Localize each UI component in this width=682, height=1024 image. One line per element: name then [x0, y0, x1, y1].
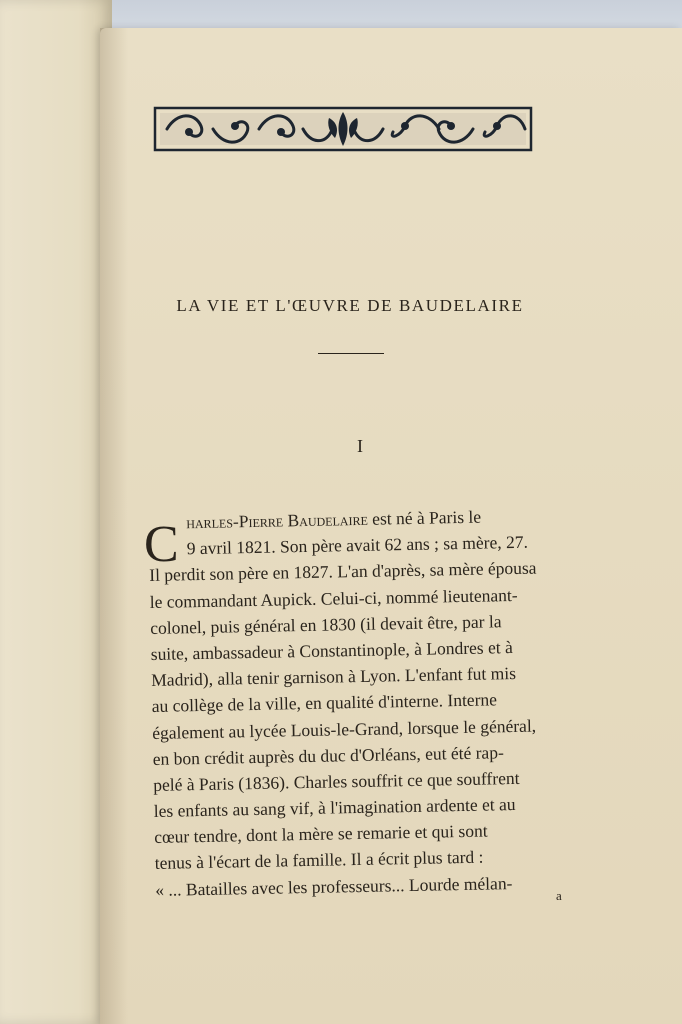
gutter-shadow: [100, 28, 128, 1024]
ornamental-headpiece: [153, 104, 533, 154]
section-number: I: [357, 436, 363, 456]
left-page: [0, 0, 112, 1024]
first-line-smallcaps: harles-Pierre Baudelaire: [186, 508, 369, 533]
text-line: suite, ambassadeur à Constantinople, à Londres et à: [150, 636, 513, 664]
text-line: Il perdit son père en 1827. L'an d'après, sa mère épousa: [149, 557, 537, 586]
text-line: au collège de la ville, en qualité d'interne. Interne: [151, 689, 498, 717]
text-line: les enfants au sang vif, à l'imagination ardente et au: [153, 794, 516, 822]
text-line: en bon crédit auprès du duc d'Orléans, eut été rap-: [152, 741, 504, 769]
text-line: tenus à l'écart de la famille. Il a écrit plus tard :: [154, 847, 484, 874]
text-line: cœur tendre, dont la mère se remarie et qui sont: [154, 820, 488, 848]
chapter-title: LA VIE ET L'ŒUVRE DE BAUDELAIRE: [176, 296, 524, 315]
text-line: le commandant Aupick. Celui-ci, nommé lieutenant-: [149, 584, 518, 612]
text-line: pelé à Paris (1836). Charles souffrit ce que souffrent: [153, 767, 520, 795]
drop-cap: C: [144, 516, 179, 573]
text-line: Madrid), alla tenir garnison à Lyon. L'enfant fut mis: [151, 663, 517, 691]
text-line: colonel, puis général en 1830 (il devait être, par la: [150, 610, 502, 638]
text-line: « ... Batailles avec les professeurs... Lourde mélan-: [155, 872, 513, 900]
text-line: 9 avril 1821. Son père avait 62 ans ; sa mère, 27.: [186, 531, 529, 559]
first-line-rest: est né à Paris le: [367, 506, 482, 529]
text-line: également au lycée Louis-le-Grand, lorsque le général,: [152, 715, 537, 743]
signature-mark: a: [556, 888, 562, 903]
title-rule: [318, 353, 384, 354]
body-paragraph: [148, 502, 595, 903]
